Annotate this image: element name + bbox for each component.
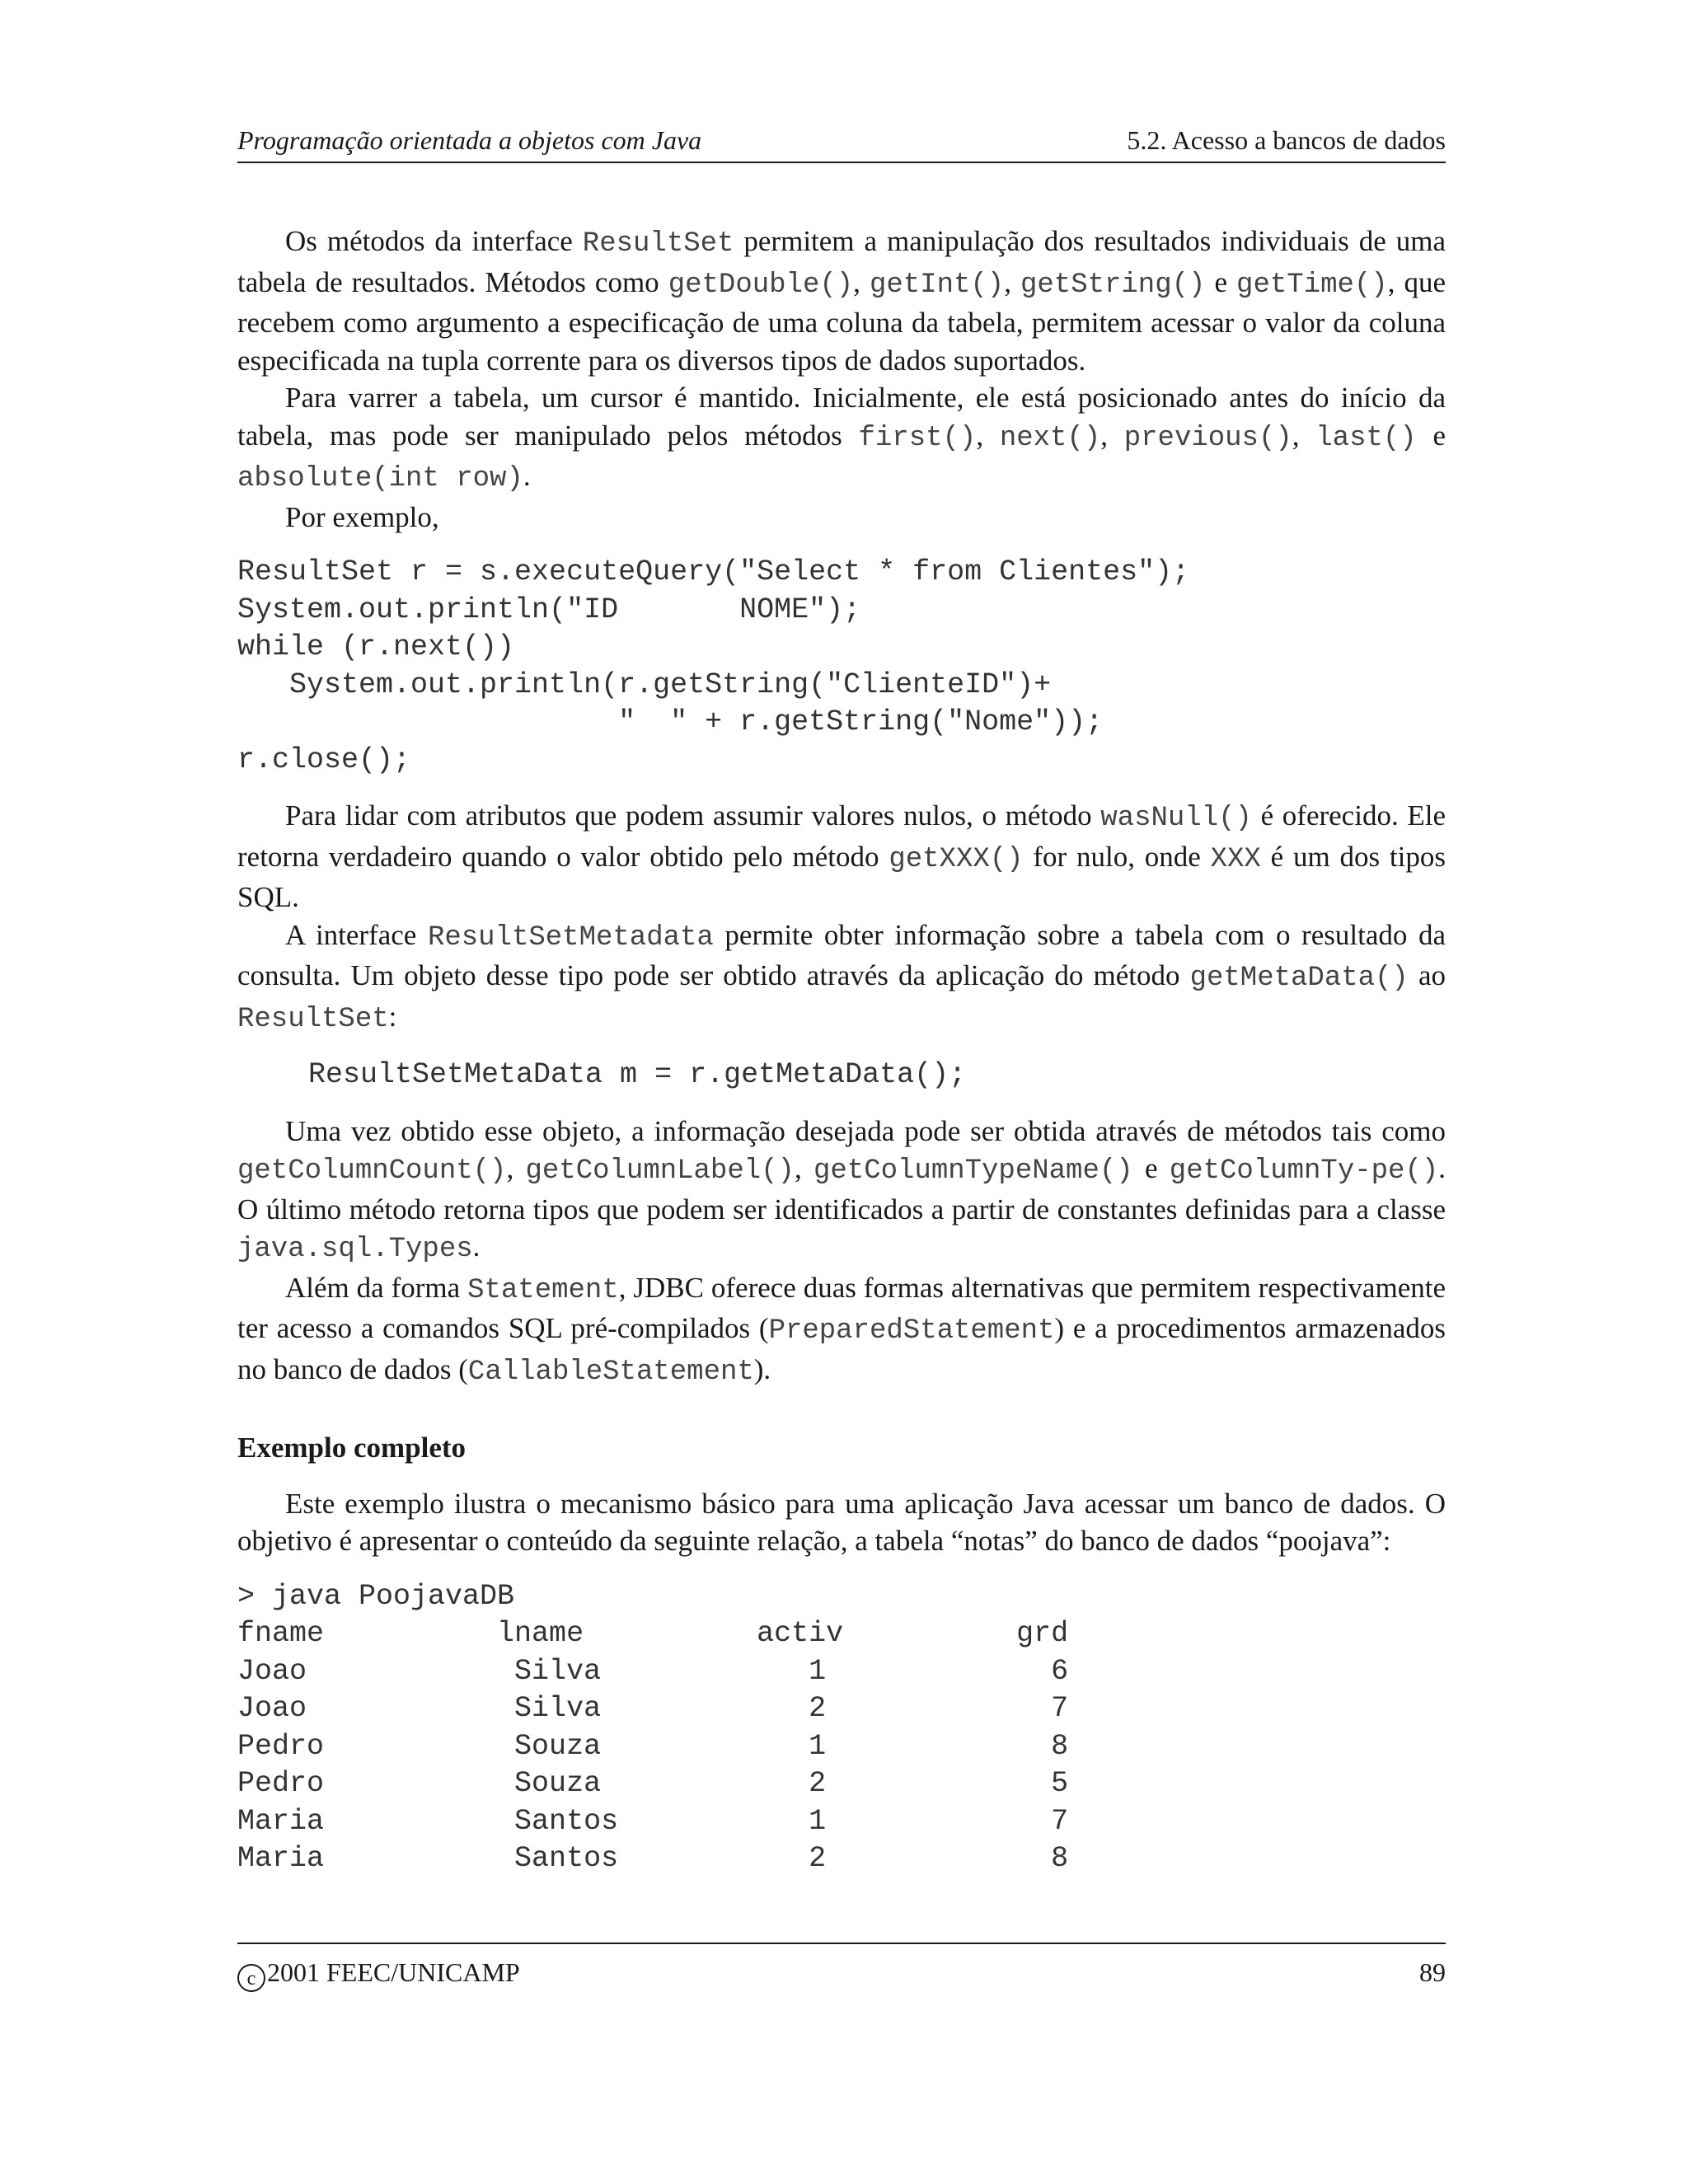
- code-block-query: ResultSet r = s.executeQuery("Select * from Clientes"); System.out.println("ID NOME"); while (r.next()) System.out.println(r.getString("ClienteID")+ " " + r.getString("Nome")); r.close();: [237, 555, 1190, 776]
- section-heading: Exemplo completo: [237, 1432, 467, 1464]
- paragraph-example-intro: Por exemplo,: [285, 500, 439, 533]
- paragraph-statements: Além da forma Statement, JDBC oferece duas formas alternativas que permitem respectivamente ter acesso a comandos SQL pré-compilados (PreparedStatement) e a procedimentos armazenados no banco de dados (CallableStatement).: [237, 1271, 1446, 1388]
- header-section-title: 5.2. Acesso a bancos de dados: [1127, 125, 1446, 155]
- paragraph-column-methods: Uma vez obtido esse objeto, a informação desejada pode ser obtida através de métodos tais como getColumnCount(), getColumnLabel(), getColumnTypeName() e getColumnTy-pe(). O último método retorna tipos que podem ser identificados a partir de constantes definidas para a classe java.sql.Types.: [237, 1114, 1446, 1265]
- page-number: 89: [1419, 1957, 1446, 1987]
- running-header: [237, 122, 1446, 163]
- paragraph-resultset-methods: Os métodos da interface ResultSet permitem a manipulação dos resultados individuais de uma tabela de resultados. Métodos como getDouble(), getInt(), getString() e getTime(), que recebem como argumento a especificação de uma coluna da tabela, permitem acessar o valor da coluna especificada na tupla corrente para os diversos tipos de dados suportados.: [237, 225, 1447, 377]
- header-book-title: Programação orientada a objetos com Java: [237, 125, 702, 155]
- paragraph-wasnull: Para lidar com atributos que podem assumir valores nulos, o método wasNull() é oferecido. Ele retorna verdadeiro quando o valor obtido pelo método getXXX() for nulo, onde XXX é um dos tipos SQL.: [237, 799, 1446, 913]
- page-footer: [237, 1943, 1446, 1992]
- copyright-icon: c: [237, 1964, 265, 1992]
- footer-copyright: c 2001 FEEC/UNICAMP: [237, 1954, 520, 1992]
- paragraph-metadata: A interface ResultSetMetadata permite obter informação sobre a tabela com o resultado da consulta. Um objeto desse tipo pode ser obtido através da aplicação do método getMetaData() ao ResultSet:: [237, 918, 1446, 1035]
- paragraph-complete-example: Este exemplo ilustra o mecanismo básico para uma aplicação Java acessar um banco de dados. O objetivo é apresentar o conteúdo da seguinte relação, a tabela “notas” do banco de dados “poojava”:: [237, 1487, 1446, 1557]
- page-body: [237, 223, 1446, 1878]
- paragraph-cursor: Para varrer a tabela, um cursor é mantido. Inicialmente, ele está posicionado antes do início da tabela, mas pode ser manipulado pelos métodos first(), next(), previous(), last() e absolute(int row).: [237, 382, 1446, 494]
- code-block-metadata: ResultSetMetaData m = r.getMetaData();: [308, 1058, 967, 1091]
- code-block-output-table: > java PoojavaDB fname lname activ grd Joao Silva 1 6 Joao Silva 2 7 Pedro Souza 1 8 Pedro Souza 2 5 Maria Santos 1 7 Maria Santos 2 8: [237, 1579, 1069, 1875]
